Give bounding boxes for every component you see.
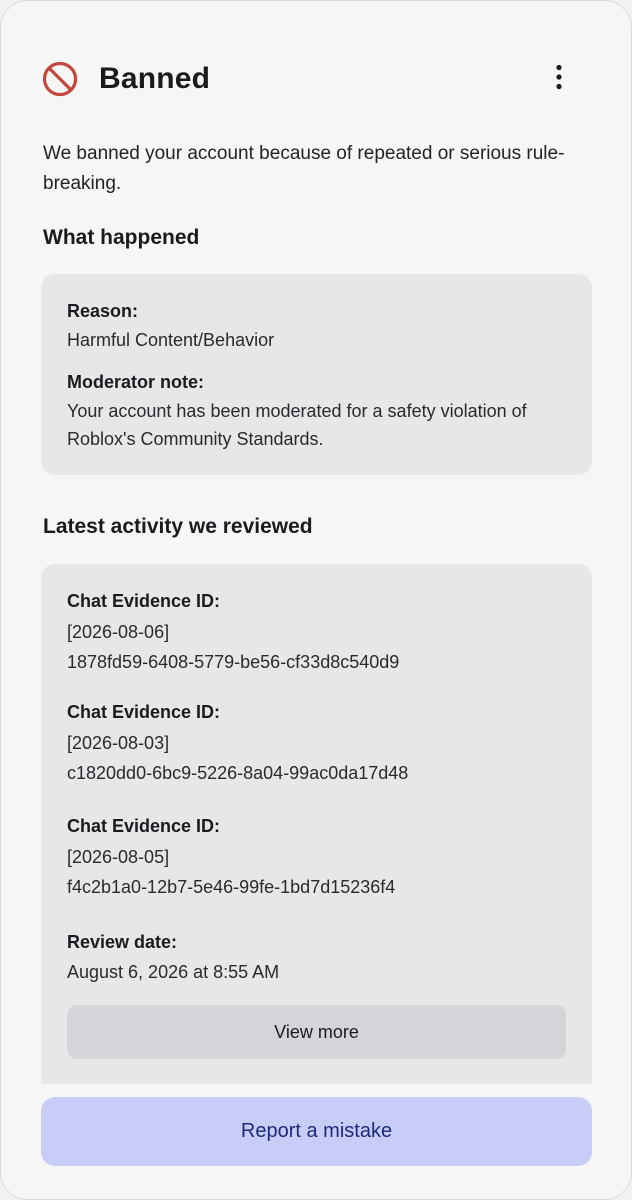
view-more-button[interactable]: View more <box>67 1005 566 1059</box>
moderator-note-value: Your account has been moderated for a safety violation of Roblox's Community Standards. <box>67 401 527 449</box>
what-happened-heading: What happened <box>43 226 200 249</box>
evidence-id: c1820dd0-6bc9-5226-8a04-99ac0da17d48 <box>67 763 409 783</box>
evidence-date: [2026-08-03] <box>67 733 170 753</box>
more-options-button[interactable] <box>543 61 575 97</box>
ban-icon <box>41 60 79 98</box>
report-mistake-button[interactable]: Report a mistake <box>41 1097 592 1166</box>
evidence-label: Chat Evidence ID: <box>67 816 221 836</box>
what-happened-panel <box>41 274 592 475</box>
latest-activity-panel <box>41 564 592 1084</box>
review-date-value: August 6, 2026 at 8:55 AM <box>67 962 280 982</box>
evidence-id: 1878fd59-6408-5779-be56-cf33d8c540d9 <box>67 652 400 672</box>
moderator-note-label: Moderator note: <box>67 372 204 392</box>
ban-description: We banned your account because of repeated or serious rule-breaking. <box>43 143 565 194</box>
evidence-id: f4c2b1a0-12b7-5e46-99fe-1bd7d15236f4 <box>67 877 396 897</box>
evidence-date: [2026-08-06] <box>67 622 170 642</box>
latest-activity-heading: Latest activity we reviewed <box>43 515 313 538</box>
review-date-label: Review date: <box>67 932 178 952</box>
page-title: Banned <box>99 62 211 95</box>
more-vertical-icon <box>555 64 563 95</box>
evidence-label: Chat Evidence ID: <box>67 702 221 722</box>
evidence-date: [2026-08-05] <box>67 847 170 867</box>
header <box>41 57 593 101</box>
evidence-label: Chat Evidence ID: <box>67 591 221 611</box>
reason-value: Harmful Content/Behavior <box>67 330 275 350</box>
reason-label: Reason: <box>67 301 139 321</box>
